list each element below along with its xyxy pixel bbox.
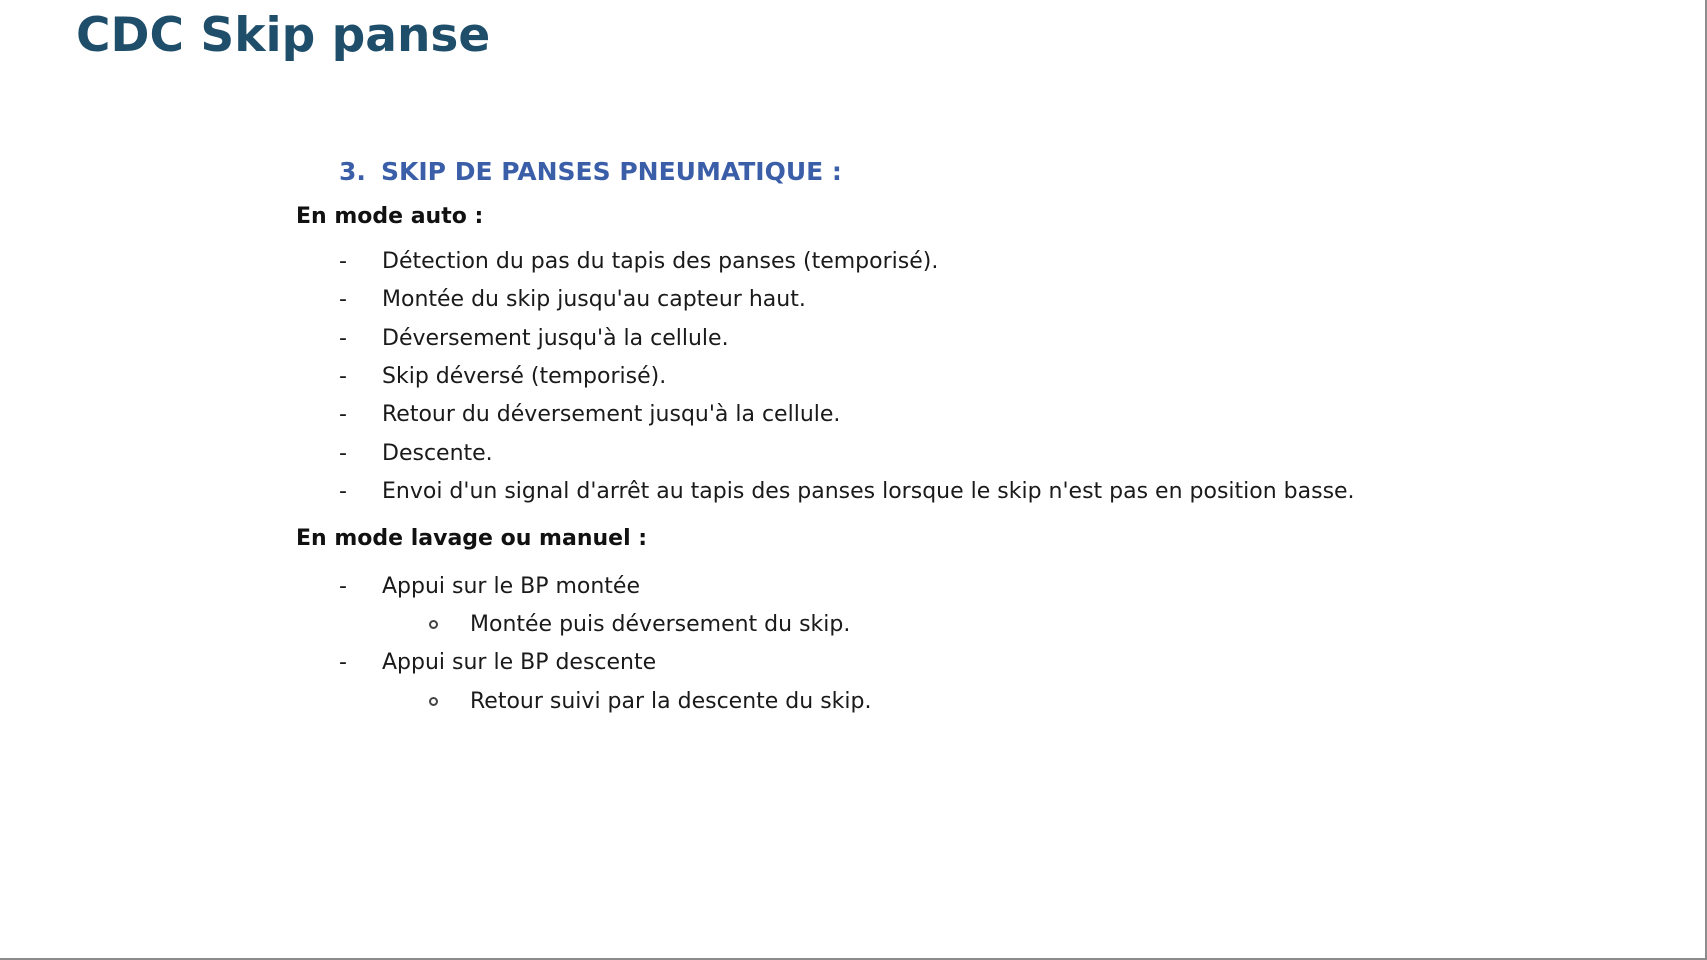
circle-bullet-icon <box>429 697 438 706</box>
list-item <box>296 281 1596 319</box>
sublist <box>296 683 1596 721</box>
auto-mode-list <box>296 243 1596 511</box>
manual-mode-heading: En mode lavage ou manuel : <box>296 526 648 552</box>
list-item-text: Déversement jusqu'à la cellule. <box>382 325 729 351</box>
list-item-text: Appui sur le BP montée <box>382 573 640 599</box>
sublist <box>296 606 1596 644</box>
dash-bullet: - <box>339 478 347 504</box>
dash-bullet: - <box>339 440 347 466</box>
sublist-item <box>296 683 1596 721</box>
document-excerpt <box>296 156 1596 721</box>
section-heading <box>339 156 1596 189</box>
list-item-text: Montée du skip jusqu'au capteur haut. <box>382 287 806 313</box>
list-item-text: Retour du déversement jusqu'à la cellule. <box>382 402 841 428</box>
list-item-text: Skip déversé (temporisé). <box>382 363 667 389</box>
dash-bullet: - <box>339 249 347 275</box>
list-item-text: Envoi d'un signal d'arrêt au tapis des panses lorsque le skip n'est pas en position basse. <box>382 478 1355 504</box>
dash-bullet: - <box>339 402 347 428</box>
list-item-text: Descente. <box>382 440 493 466</box>
dash-bullet: - <box>339 287 347 313</box>
circle-bullet-icon <box>429 620 438 629</box>
list-item <box>296 568 1596 606</box>
sublist-item-text: Retour suivi par la descente du skip. <box>470 688 872 714</box>
list-item <box>296 358 1596 396</box>
list-item-text: Appui sur le BP descente <box>382 650 657 676</box>
dash-bullet: - <box>339 650 347 676</box>
list-item <box>296 320 1596 358</box>
section-number: 3. <box>339 157 366 186</box>
list-item <box>296 435 1596 473</box>
section-title: SKIP DE PANSES PNEUMATIQUE : <box>381 157 842 186</box>
list-item-text: Détection du pas du tapis des panses (temporisé). <box>382 249 939 275</box>
sublist-item <box>296 606 1596 644</box>
sublist-container <box>296 683 1596 721</box>
slide-title: CDC Skip panse <box>76 8 491 63</box>
sublist-item-text: Montée puis déversement du skip. <box>470 612 851 638</box>
list-item <box>296 243 1596 281</box>
dash-bullet: - <box>339 325 347 351</box>
list-item <box>296 473 1596 511</box>
list-item <box>296 396 1596 434</box>
manual-mode-list <box>296 568 1596 721</box>
dash-bullet: - <box>339 363 347 389</box>
auto-mode-heading: En mode auto : <box>296 203 484 229</box>
list-item <box>296 644 1596 682</box>
dash-bullet: - <box>339 573 347 599</box>
sublist-container <box>296 606 1596 644</box>
